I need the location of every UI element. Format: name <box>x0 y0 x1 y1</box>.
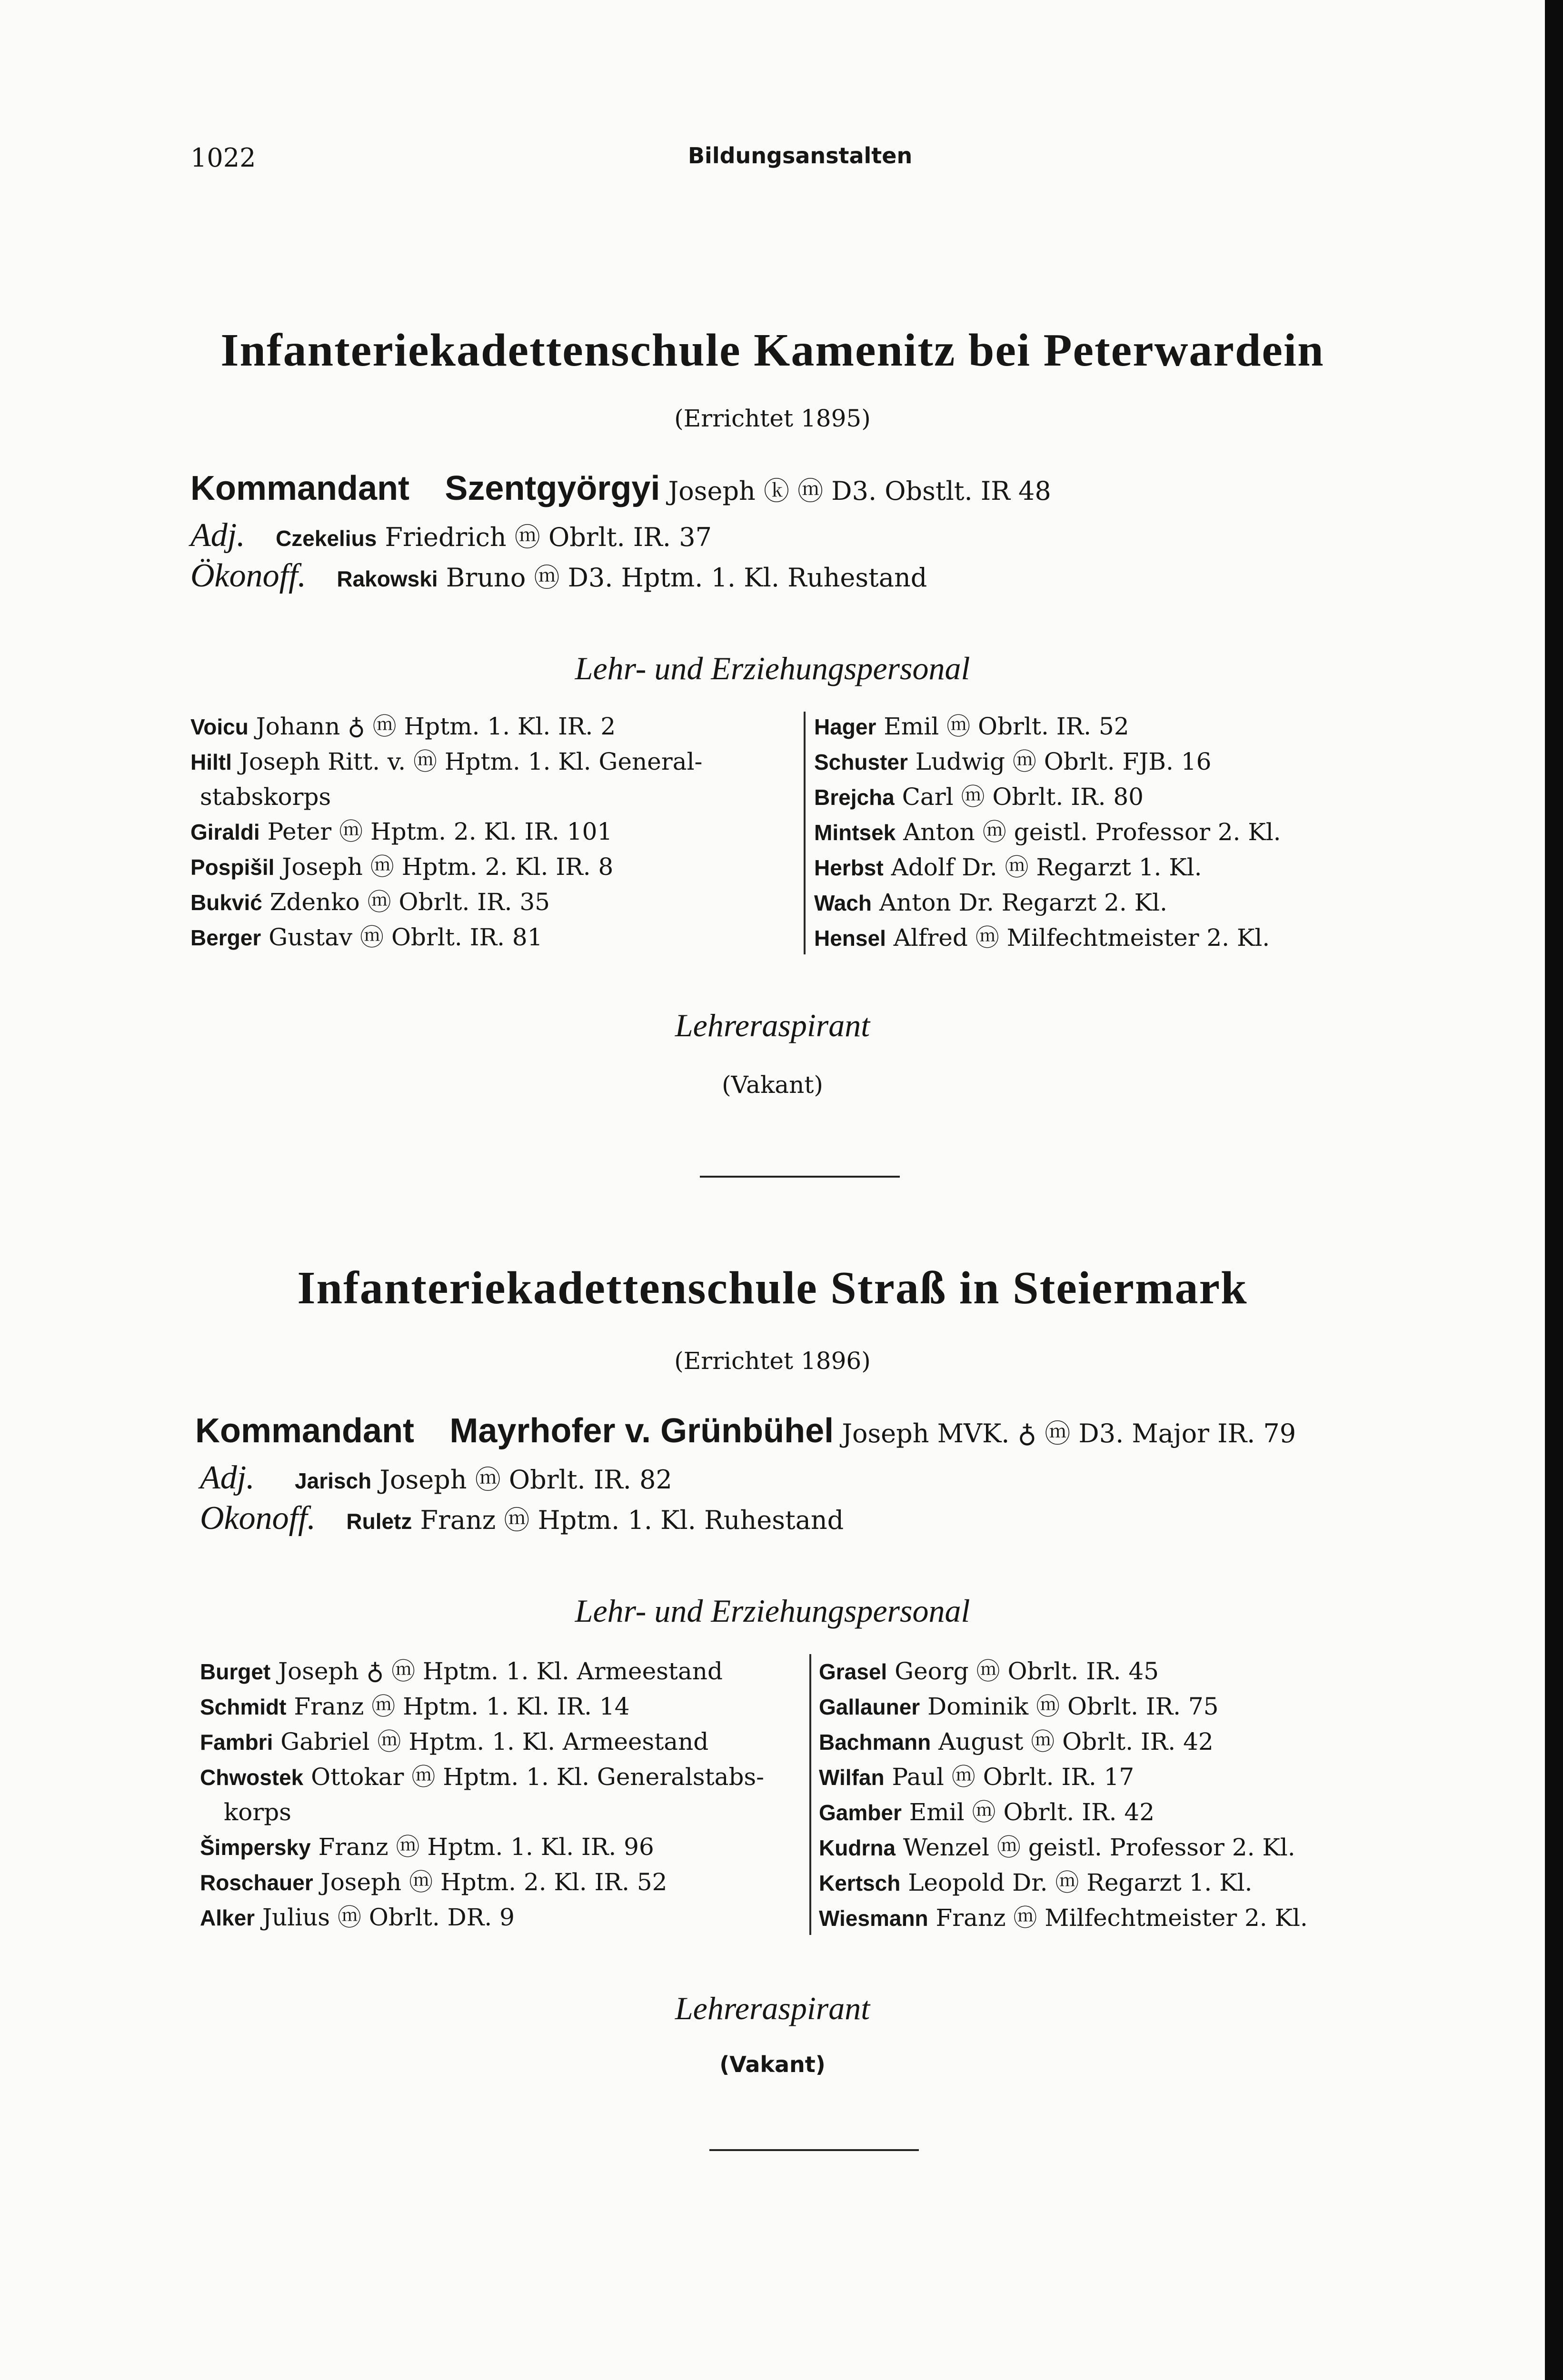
list-item: Bukvić Zdenko ⓜ Obrlt. IR. 35 <box>190 888 550 916</box>
list-item: Kertsch Leopold Dr. ⓜ Regarzt 1. Kl. <box>819 1869 1253 1896</box>
section-1-staff-right <box>814 709 1281 956</box>
list-item: Kudrna Wenzel ⓜ geistl. Professor 2. Kl. <box>819 1834 1295 1861</box>
list-item: Alker Julius ⓜ Obrlt. DR. 9 <box>200 1904 515 1931</box>
list-item: Schmidt Franz ⓜ Hptm. 1. Kl. IR. 14 <box>200 1693 630 1720</box>
adjutant-name: Jarisch <box>295 1468 372 1493</box>
section-2-founded: (Errichtet 1896) <box>674 1347 871 1375</box>
commander-details: Joseph ⓚ ⓜ D3. Obstlt. IR 48 <box>668 476 1051 506</box>
section-divider <box>700 1176 900 1178</box>
section-2-staff-right <box>819 1654 1308 1936</box>
list-item: Gallauner Dominik ⓜ Obrlt. IR. 75 <box>819 1693 1219 1720</box>
list-item: Voicu Johann ♁ ⓜ Hptm. 1. Kl. IR. 2 <box>190 713 616 740</box>
section-2-aspirant-value: (Vakant) <box>719 2052 826 2077</box>
section-divider <box>709 2149 919 2151</box>
list-item: Wilfan Paul ⓜ Obrlt. IR. 17 <box>819 1763 1135 1791</box>
commander-name: Szentgyörgyi <box>445 469 660 507</box>
section-2-title: Infanteriekadettenschule Straß in Steiermark <box>297 1262 1248 1314</box>
oekonom-label: Ökonoff. <box>190 557 307 594</box>
section-2-aspirant-heading: Lehreraspirant <box>675 1990 870 2026</box>
adjutant-details: Joseph ⓜ Obrlt. IR. 82 <box>379 1465 672 1495</box>
oekonom-name: Rakowski <box>337 566 438 591</box>
list-item: Bachmann August ⓜ Obrlt. IR. 42 <box>819 1728 1214 1755</box>
commander-name: Mayrhofer v. Grünbühel <box>449 1412 834 1450</box>
column-divider <box>804 712 806 954</box>
oekonom-name: Ruletz <box>346 1509 412 1534</box>
list-item: Hager Emil ⓜ Obrlt. IR. 52 <box>814 713 1129 740</box>
section-2-adjutant <box>200 1459 672 1497</box>
list-item: Mintsek Anton ⓜ geistl. Professor 2. Kl. <box>814 818 1281 846</box>
section-1-aspirant-value: (Vakant) <box>722 1071 823 1099</box>
list-item: Hiltl Joseph Ritt. v. ⓜ Hptm. 1. Kl. General- <box>190 748 703 775</box>
section-2-commander <box>195 1411 1296 1450</box>
oekonom-details: Franz ⓜ Hptm. 1. Kl. Ruhestand <box>420 1505 844 1535</box>
adjutant-name: Czekelius <box>276 526 377 551</box>
list-item: stabskorps <box>200 783 331 811</box>
adjutant-label: Adj. <box>200 1459 255 1496</box>
list-item: Brejcha Carl ⓜ Obrlt. IR. 80 <box>814 783 1144 811</box>
list-item: Gamber Emil ⓜ Obrlt. IR. 42 <box>819 1798 1155 1826</box>
section-1-adjutant <box>190 516 712 555</box>
adjutant-label: Adj. <box>190 517 245 554</box>
list-item: Herbst Adolf Dr. ⓜ Regarzt 1. Kl. <box>814 853 1202 881</box>
list-item: Grasel Georg ⓜ Obrlt. IR. 45 <box>819 1657 1159 1685</box>
list-item: korps <box>224 1798 291 1826</box>
list-item: Fambri Gabriel ⓜ Hptm. 1. Kl. Armeestand <box>200 1728 709 1755</box>
section-1-staff-left <box>190 709 702 955</box>
scan-edge <box>1545 0 1563 2380</box>
list-item: Wach Anton Dr. Regarzt 2. Kl. <box>814 889 1167 916</box>
commander-label: Kommandant <box>190 469 410 507</box>
list-item: Burget Joseph ♁ ⓜ Hptm. 1. Kl. Armeestand <box>200 1657 723 1685</box>
list-item: Wiesmann Franz ⓜ Milfechtmeister 2. Kl. <box>819 1904 1308 1932</box>
oekonom-details: Bruno ⓜ D3. Hptm. 1. Kl. Ruhestand <box>446 563 927 593</box>
section-2-staff-heading: Lehr- und Erziehungspersonal <box>575 1593 970 1629</box>
page-number: 1022 <box>190 143 256 173</box>
list-item: Chwostek Ottokar ⓜ Hptm. 1. Kl. Generalstabs- <box>200 1763 765 1791</box>
list-item: Schuster Ludwig ⓜ Obrlt. FJB. 16 <box>814 748 1212 775</box>
section-2-staff-left <box>200 1654 764 1935</box>
oekonom-label: Okonoff. <box>200 1500 316 1537</box>
section-1-oekonom <box>190 557 927 595</box>
section-1-commander <box>190 469 1051 508</box>
list-item: Pospišil Joseph ⓜ Hptm. 2. Kl. IR. 8 <box>190 853 614 881</box>
section-2-oekonom <box>200 1499 844 1537</box>
adjutant-details: Friedrich ⓜ Obrlt. IR. 37 <box>385 522 712 552</box>
section-1-title: Infanteriekadettenschule Kamenitz bei Peterwardein <box>220 325 1324 376</box>
list-item: Roschauer Joseph ⓜ Hptm. 2. Kl. IR. 52 <box>200 1868 667 1896</box>
running-title: Bildungsanstalten <box>688 143 913 169</box>
list-item: Giraldi Peter ⓜ Hptm. 2. Kl. IR. 101 <box>190 818 613 845</box>
column-divider <box>809 1654 811 1935</box>
list-item: Berger Gustav ⓜ Obrlt. IR. 81 <box>190 923 543 951</box>
commander-details: Joseph MVK. ♁ ⓜ D3. Major IR. 79 <box>842 1418 1296 1448</box>
section-1-staff-heading: Lehr- und Erziehungspersonal <box>575 650 970 686</box>
section-1-founded: (Errichtet 1895) <box>674 405 871 432</box>
commander-label: Kommandant <box>195 1412 415 1450</box>
section-1-aspirant-heading: Lehreraspirant <box>675 1007 870 1043</box>
list-item: Hensel Alfred ⓜ Milfechtmeister 2. Kl. <box>814 924 1270 952</box>
list-item: Šimpersky Franz ⓜ Hptm. 1. Kl. IR. 96 <box>200 1833 654 1861</box>
